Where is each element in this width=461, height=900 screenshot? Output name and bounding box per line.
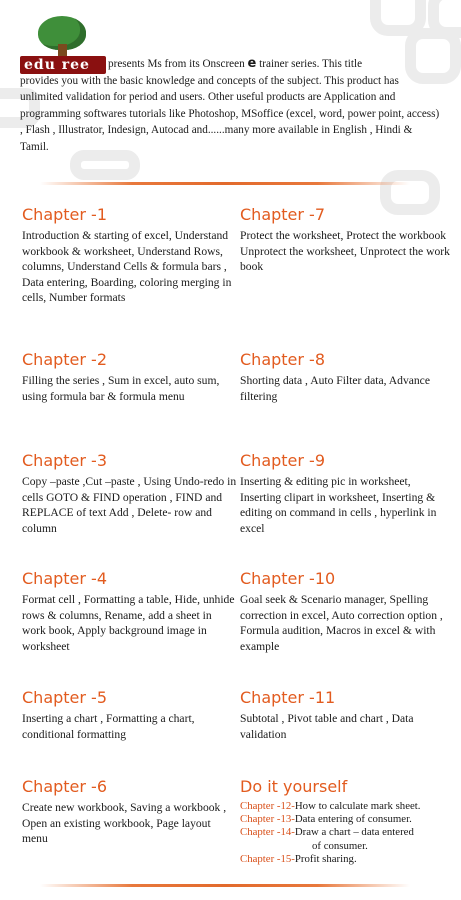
chapter-title: Chapter -9 (240, 451, 326, 470)
chapter-text: Inserting & editing pic in worksheet, Inserting clipart in worksheet, Inserting & editing on command in cells , hyperlink in excel (240, 475, 437, 535)
chapter-2 (22, 350, 237, 404)
chapter-10 (240, 569, 450, 654)
chapter-text: Format cell , Formatting a table, Hide, unhide rows & columns, Rename, add a sheet in work book, Apply background image in worksheet (22, 593, 235, 653)
chapter-text: Copy –paste ,Cut –paste , Using Undo-redo in cells GOTO & FIND operation , FIND and REPLACE of text Add , Delete- row and column (22, 475, 237, 535)
chapter-9 (240, 451, 450, 536)
list-item: Chapter -13-Data entering of consumer. (240, 813, 412, 826)
chapter-title: Chapter -8 (240, 350, 326, 369)
chapter-title: Chapter -3 (22, 451, 108, 470)
chapter-title: Chapter -6 (22, 777, 108, 796)
chapter-1 (22, 205, 237, 306)
intro-first-line: presents Ms from its Onscreen e trainer series. This title (108, 56, 363, 71)
chapter-8 (240, 350, 450, 404)
chapter-7 (240, 205, 450, 275)
divider-top (40, 182, 410, 185)
chapter-text: Subtotal , Pivot table and chart , Data validation (240, 712, 414, 741)
divider-bottom (40, 884, 410, 887)
do-it-yourself (240, 777, 450, 866)
chapter-title: Chapter -11 (240, 688, 336, 707)
chapter-text: Shorting data , Auto Filter data, Advance filtering (240, 374, 430, 403)
intro-paragraph (20, 56, 440, 155)
chapter-title: Chapter -5 (22, 688, 108, 707)
chapter-3 (22, 451, 237, 536)
decorative-square (428, 0, 461, 38)
chapter-title: Chapter -2 (22, 350, 108, 369)
list-item: Chapter -15-Profit sharing. (240, 852, 357, 865)
chapter-title: Chapter -10 (240, 569, 336, 588)
chapter-title: Chapter -4 (22, 569, 108, 588)
logo-text: edu ree (24, 57, 90, 73)
chapter-title: Chapter -7 (240, 205, 326, 224)
chapter-text: Create new workbook, Saving a workbook , Open an existing workbook, Page layout menu (22, 801, 227, 846)
list-item: Chapter -14-Draw a chart – data entered of consumer. (240, 826, 414, 852)
chapter-11 (240, 688, 450, 742)
chapter-title: Chapter -1 (22, 205, 108, 224)
chapter-6 (22, 777, 237, 847)
onscreen-e-glyph: e (247, 56, 257, 71)
chapter-text: Protect the worksheet, Protect the workbook Unprotect the worksheet, Unprotect the work book (240, 229, 450, 274)
list-item: Chapter -12-How to calculate mark sheet. (240, 800, 421, 812)
intro-body: provides you with the basic knowledge and concepts of the subject. This product has unlimited validation for period and users. Other useful products are Application and programming softwares tutorials like Photoshop, MSoffice (excel, word, power point, access) , Flash , Illustrator, Indesign, Autocad and......many more available in English , Hindi & Tamil. (20, 74, 440, 153)
chapter-4 (22, 569, 237, 654)
chapter-text: Goal seek & Scenario manager, Spelling correction in excel, Auto correction option , Formula audition, Macros in excel & with example (240, 593, 443, 653)
do-it-yourself-list (240, 800, 450, 866)
chapter-5 (22, 688, 237, 742)
chapter-text: Filling the series , Sum in excel, auto sum, using formula bar & formula menu (22, 374, 220, 403)
chapter-text: Inserting a chart , Formatting a chart, conditional formatting (22, 712, 195, 741)
chapter-text: Introduction & starting of excel, Understand workbook & worksheet, Understand Rows, columns, Understand Cells & formula bars , Data entering, Boarding, coloring merging in cells, Number formats (22, 229, 232, 305)
do-it-yourself-title: Do it yourself (240, 777, 348, 796)
